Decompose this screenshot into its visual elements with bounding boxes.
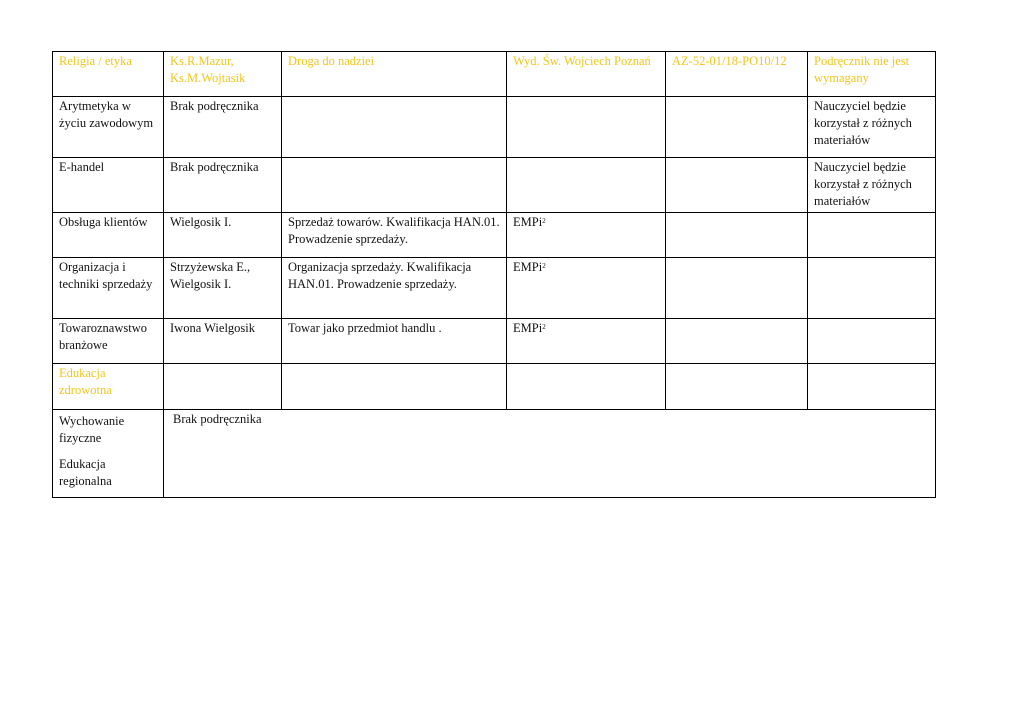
publisher-superscript: 2 [542, 323, 546, 331]
publisher-cell [507, 364, 666, 410]
notes-cell [808, 213, 936, 258]
subject-cell: Towaroznawstwo branżowe [53, 319, 164, 364]
author-cell [164, 364, 282, 410]
table-row [53, 213, 936, 258]
table-row [53, 52, 936, 97]
title-cell: Sprzedaż towarów. Kwalifikacja HAN.01. Prowadzenie sprzedaży. [282, 213, 507, 258]
approval-number-cell [666, 97, 808, 158]
author-cell: Brak podręcznika [164, 158, 282, 213]
title-cell: Organizacja sprzedaży. Kwalifikacja HAN.01. Prowadzenie sprzedaży. [282, 258, 507, 319]
publisher-cell [507, 258, 666, 319]
notes-cell: Nauczyciel będzie korzystał z różnych materiałów [808, 97, 936, 158]
approval-number-cell [666, 258, 808, 319]
table-row [53, 364, 936, 410]
subject-cell: Obsługa klientów [53, 213, 164, 258]
publisher-cell [507, 319, 666, 364]
publisher-name: EMPi [513, 215, 543, 229]
notes-cell: Nauczyciel będzie korzystał z różnych materiałów [808, 158, 936, 213]
author-cell: Ks.R.Mazur, Ks.M.Wojtasik [164, 52, 282, 97]
author-cell: Strzyżewska E., Wielgosik I. [164, 258, 282, 319]
notes-cell [808, 364, 936, 410]
title-cell: Droga do nadziei [282, 52, 507, 97]
subject-cell: Edukacja zdrowotna [53, 364, 164, 410]
approval-number-cell [666, 158, 808, 213]
subject-line-2: Edukacja regionalna [59, 457, 112, 488]
publisher-cell [507, 97, 666, 158]
subject-cell: E-handel [53, 158, 164, 213]
publisher-superscript: 2 [542, 262, 546, 270]
approval-number-cell [666, 213, 808, 258]
notes-cell: Podręcznik nie jest wymagany [808, 52, 936, 97]
table-row [53, 410, 936, 498]
subject-cell: Organizacja i techniki sprzedaży [53, 258, 164, 319]
title-cell [282, 97, 507, 158]
author-cell: Iwona Wielgosik [164, 319, 282, 364]
table-row [53, 319, 936, 364]
notes-cell [808, 319, 936, 364]
merged-author-cell: Brak podręcznika [164, 410, 936, 498]
notes-cell [808, 258, 936, 319]
publisher-superscript: 2 [542, 217, 546, 225]
author-cell: Wielgosik I. [164, 213, 282, 258]
subject-cell: Religia / etyka [53, 52, 164, 97]
author-cell: Brak podręcznika [164, 97, 282, 158]
publisher-cell: Wyd. Św. Wojciech Poznań [507, 52, 666, 97]
approval-number-cell [666, 319, 808, 364]
title-cell [282, 158, 507, 213]
publisher-cell [507, 213, 666, 258]
table-row [53, 258, 936, 319]
subject-cell [53, 410, 164, 498]
table-row [53, 97, 936, 158]
textbook-table [52, 51, 936, 498]
publisher-name: EMPi [513, 321, 543, 335]
publisher-name: EMPi [513, 260, 543, 274]
approval-number-cell: AZ-52-01/18-PO10/12 [666, 52, 808, 97]
subject-cell: Arytmetyka w życiu zawodowym [53, 97, 164, 158]
publisher-cell [507, 158, 666, 213]
subject-line-1: Wychowanie fizyczne [59, 414, 125, 445]
title-cell [282, 364, 507, 410]
title-cell: Towar jako przedmiot handlu . [282, 319, 507, 364]
approval-number-cell [666, 364, 808, 410]
table-row [53, 158, 936, 213]
